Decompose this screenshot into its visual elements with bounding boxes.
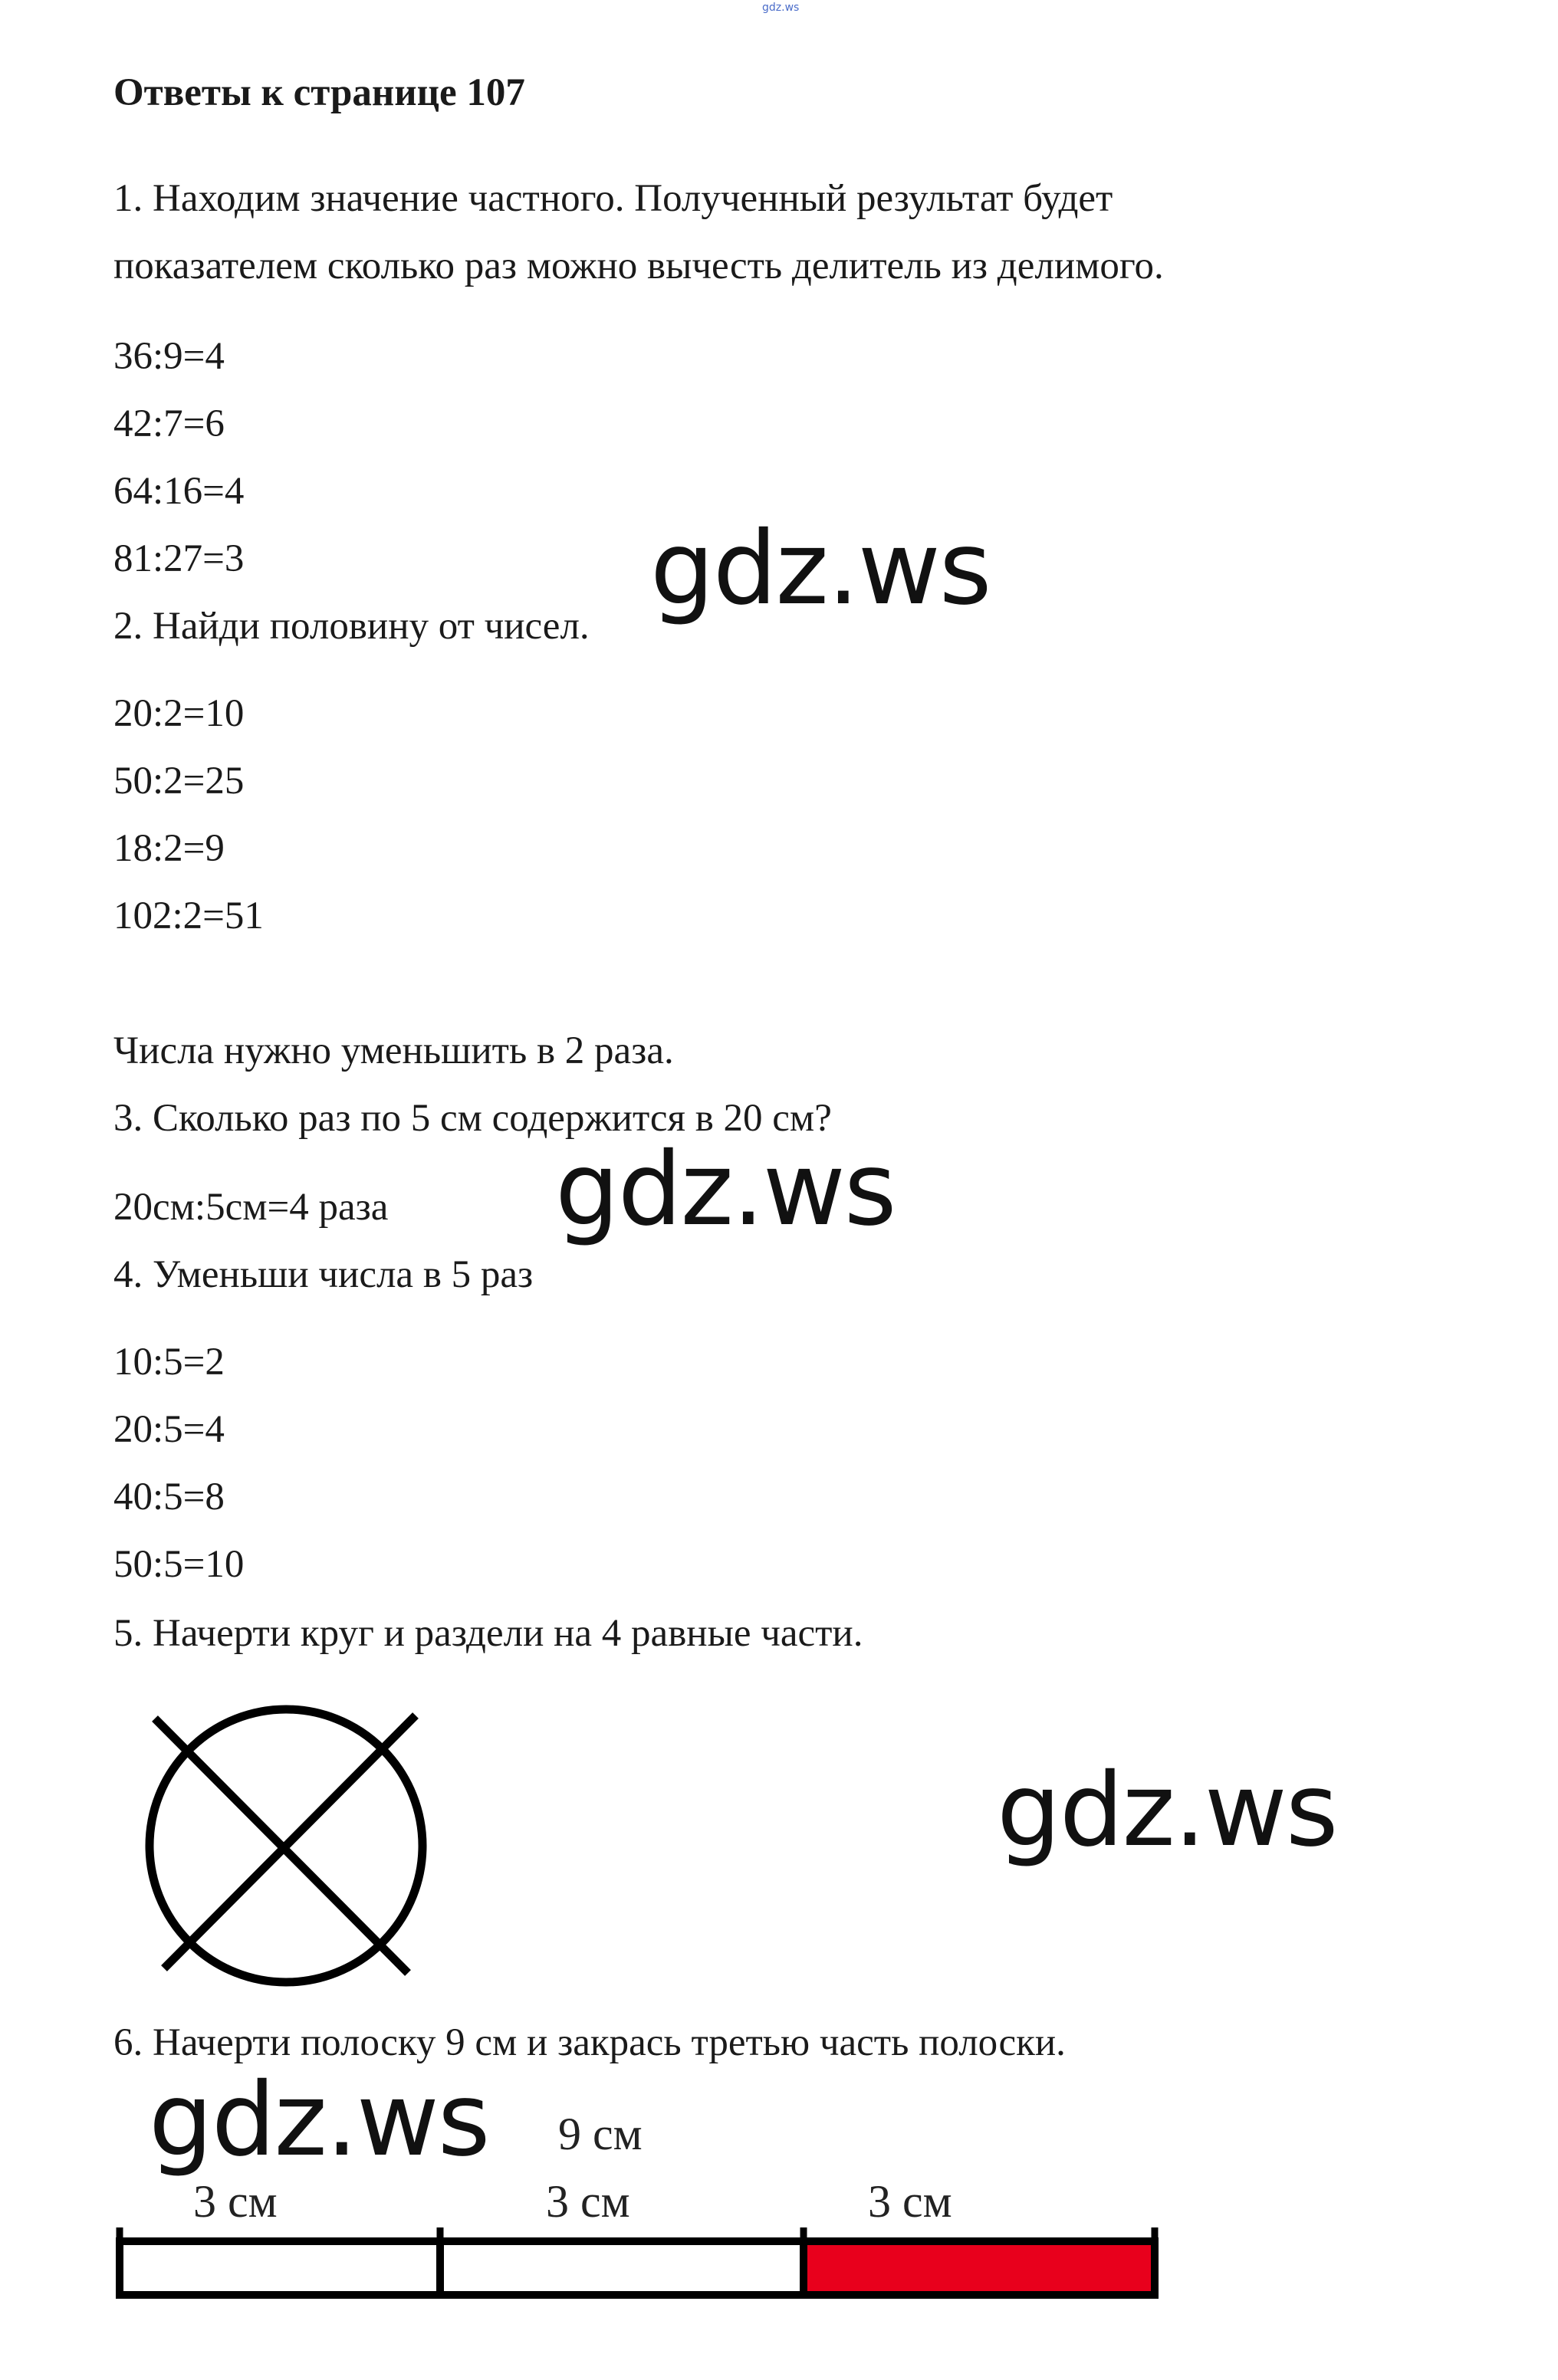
page-title: Ответы к странице 107: [113, 71, 525, 114]
task1-answer: 36:9=4: [113, 335, 225, 378]
task2-answer: 102:2=51: [113, 895, 264, 937]
task4-answer: 20:5=4: [113, 1408, 225, 1451]
top-watermark: gdz.ws: [762, 2, 800, 14]
watermark: gdz.ws: [650, 510, 991, 628]
task4-answer: 50:5=10: [113, 1543, 245, 1586]
strip-segment-shaded: [804, 2241, 1155, 2295]
watermark: gdz.ws: [997, 1751, 1337, 1870]
strip-segment-label: 3 см: [868, 2176, 952, 2227]
strip-segment: [440, 2241, 804, 2295]
strip-segment: [120, 2241, 440, 2295]
strip-segment-label: 3 см: [546, 2176, 630, 2227]
strip-drawing: [115, 2223, 1165, 2307]
circle-divider-line: [164, 1715, 416, 1968]
task4-answer: 40:5=8: [113, 1476, 225, 1518]
strip-segment-label: 3 см: [193, 2176, 278, 2227]
task5-text: 5. Начерти круг и раздели на 4 равные части.: [113, 1612, 863, 1655]
task4-answer: 10:5=2: [113, 1341, 225, 1384]
task1-answer: 42:7=6: [113, 402, 225, 445]
task3-answer: 20см:5см=4 раза: [113, 1186, 389, 1229]
watermark: gdz.ws: [149, 2061, 489, 2179]
task2-answer: 50:2=25: [113, 760, 245, 803]
task6-text: 6. Начерти полоску 9 см и закрась третью часть полоски.: [113, 2021, 1066, 2064]
task3-text: 3. Сколько раз по 5 см содержится в 20 см?: [113, 1097, 832, 1140]
task2-conclusion: Числа нужно уменьшить в 2 раза.: [113, 1029, 674, 1072]
task2-text: 2. Найди половину от чисел.: [113, 605, 590, 648]
task1-answer: 81:27=3: [113, 537, 245, 580]
circle-drawing: [130, 1694, 437, 2001]
task4-text: 4. Уменьши числа в 5 раз: [113, 1253, 534, 1296]
watermark: gdz.ws: [555, 1131, 896, 1249]
strip-total-label: 9 см: [558, 2109, 643, 2159]
task1-answer: 64:16=4: [113, 470, 245, 513]
task1-text-line2: показателем сколько раз можно вычесть делитель из делимого.: [113, 245, 1164, 287]
task2-answer: 20:2=10: [113, 692, 245, 735]
task2-answer: 18:2=9: [113, 827, 225, 870]
task1-text-line1: 1. Находим значение частного. Полученный результат будет: [113, 177, 1113, 220]
